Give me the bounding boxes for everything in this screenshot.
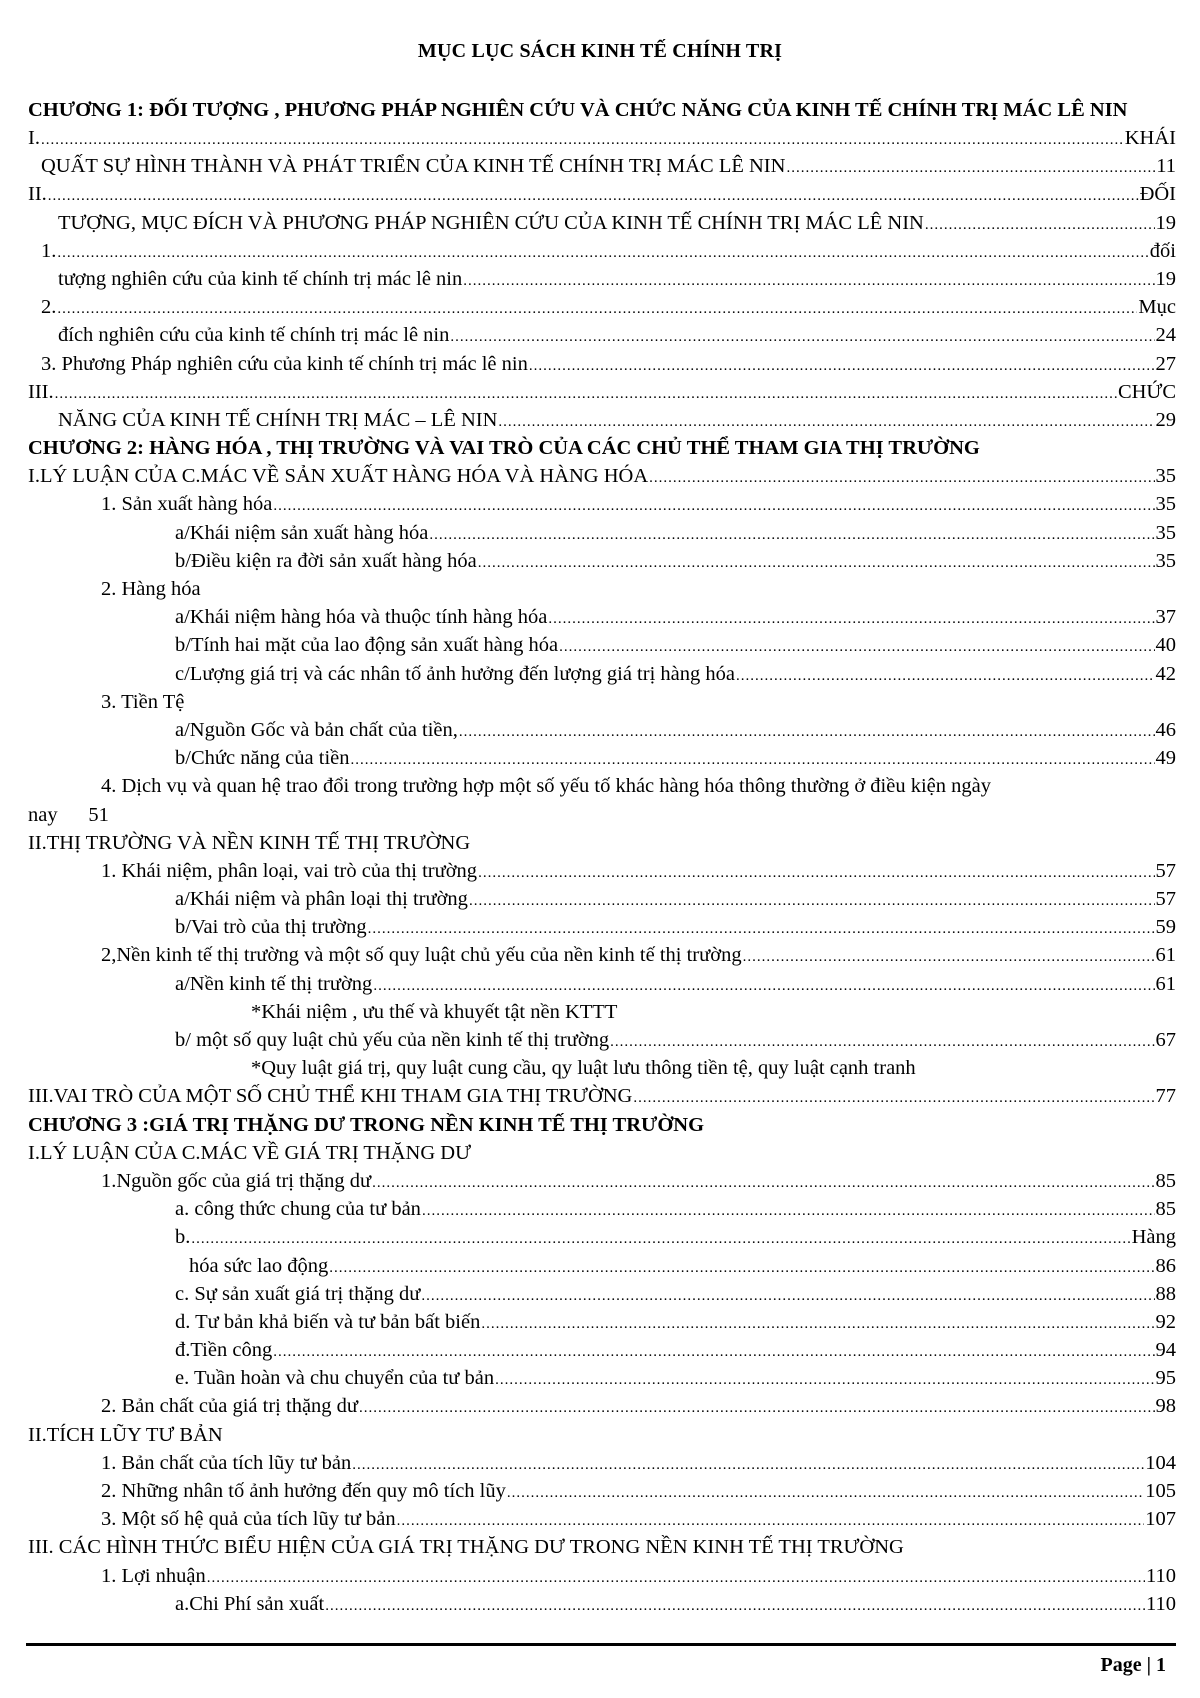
toc-entry-text: a.Chi Phí sản xuất: [175, 1592, 325, 1615]
toc-entry: [28, 519, 1176, 547]
dot-leader: [786, 152, 1155, 180]
toc-entry: [28, 941, 1176, 969]
toc-entry: [28, 490, 1176, 518]
toc-entry: [28, 1449, 1176, 1477]
toc-entry-text: b/Chức năng của tiền: [175, 747, 350, 770]
toc-page-number: 24: [1155, 324, 1176, 347]
toc-entry-text: TƯỢNG, MỤC ĐÍCH VÀ PHƯƠNG PHÁP NGHIÊN CỨU CỦA KINH TẾ CHÍNH TRỊ MÁC LÊ NIN: [58, 211, 924, 234]
toc-page-number: 19: [1155, 267, 1176, 290]
dot-leader: [352, 1449, 1144, 1477]
toc-line: [28, 829, 1176, 857]
toc-page-number: 57: [1155, 888, 1176, 911]
toc-page-number: 59: [1155, 916, 1176, 939]
toc-entry-text: e. Tuần hoàn và chu chuyển của tư bản: [175, 1367, 495, 1390]
dot-leader: [207, 1562, 1145, 1590]
toc-entry-text: đích nghiên cứu của kinh tế chính trị mác lê nin: [58, 324, 450, 347]
dot-leader: [495, 1364, 1154, 1392]
dot-leader: [469, 885, 1155, 913]
toc-line: [28, 688, 1176, 716]
toc-entry-text: III.VAI TRÒ CỦA MỘT SỐ CHỦ THỂ KHI THAM GIA THỊ TRƯỜNG: [28, 1085, 633, 1108]
toc-entry-text: 1. Sản xuất hàng hóa: [101, 493, 273, 516]
toc-entry-text: a/Khái niệm hàng hóa và thuộc tính hàng hóa: [175, 606, 548, 629]
dot-leader: [478, 547, 1155, 575]
toc-page-number: ĐỐI: [1139, 183, 1176, 206]
toc-entry-text: d. Tư bản khả biến và tư bản bất biến: [175, 1310, 481, 1333]
toc-entry: [28, 1082, 1176, 1110]
toc-page-number: 98: [1155, 1395, 1176, 1418]
dot-leader: [48, 180, 1139, 208]
dot-leader: [481, 1308, 1154, 1336]
toc-entry-text: 1. Bản chất của tích lũy tư bản: [101, 1451, 352, 1474]
dot-leader: [743, 941, 1155, 969]
toc-page-number: 110: [1146, 1564, 1176, 1587]
toc-entry: [28, 547, 1176, 575]
toc-entry-text: a/Khái niệm sản xuất hàng hóa: [175, 521, 429, 544]
dot-leader: [325, 1590, 1145, 1618]
toc-entry-text: nay 51: [28, 803, 109, 826]
toc-entry: [28, 1590, 1176, 1618]
toc-entry-text: 3. Một số hệ quả của tích lũy tư bản: [101, 1508, 396, 1531]
dot-leader: [548, 603, 1154, 631]
toc-page-number: 105: [1145, 1480, 1176, 1502]
toc-line: [28, 575, 1176, 603]
dot-leader: [507, 1477, 1144, 1505]
toc-entry-text: b.: [175, 1226, 191, 1249]
toc-entry-text: 2. Những nhân tố ảnh hưởng đến quy mô tích lũy: [101, 1480, 506, 1502]
dot-leader: [421, 1280, 1154, 1308]
dot-leader: [351, 744, 1155, 772]
toc-page-number: Mục: [1138, 296, 1176, 319]
dot-leader: [649, 462, 1154, 490]
toc-entry-text: III. CÁC HÌNH THỨC BIỂU HIỆN CỦA GIÁ TRỊ THẶNG DƯ TRONG NỀN KINH TẾ THỊ TRƯỜNG: [28, 1536, 904, 1559]
dot-leader: [329, 1252, 1154, 1280]
toc-entry: [28, 1364, 1176, 1392]
toc-page-number: 11: [1156, 155, 1176, 178]
toc-entry: [28, 1505, 1176, 1533]
dot-leader: [422, 1195, 1155, 1223]
toc-page-number: Hàng: [1131, 1226, 1176, 1249]
dot-leader: [498, 406, 1154, 434]
toc-entry: [28, 152, 1176, 180]
dot-leader: [459, 716, 1155, 744]
toc-entry-text: CHƯƠNG 3 :GIÁ TRỊ THẶNG DƯ TRONG NỀN KINH TẾ THỊ TRƯỜNG: [28, 1113, 705, 1136]
toc-entry-text: a/Nguồn Gốc và bản chất của tiền,: [175, 718, 458, 741]
toc-entry-text: QUẤT SỰ HÌNH THÀNH VÀ PHÁT TRIỂN CỦA KINH TẾ CHÍNH TRỊ MÁC LÊ NIN: [41, 155, 786, 178]
dot-leader: [273, 490, 1154, 518]
dot-leader: [633, 1082, 1154, 1110]
toc-page-number: 35: [1155, 465, 1176, 488]
toc-page-number: 35: [1155, 493, 1176, 516]
toc-page-number: 61: [1155, 944, 1176, 967]
toc-entry: [28, 913, 1176, 941]
toc-entry-text: *Quy luật giá trị, quy luật cung cầu, qy luật lưu thông tiền tệ, quy luật cạnh tranh: [251, 1057, 916, 1080]
toc-entry-text: tượng nghiên cứu của kinh tế chính trị mác lê nin: [58, 267, 463, 290]
toc-entry-text: a/Nền kinh tế thị trường: [175, 972, 373, 995]
toc-entry-text: 1.: [41, 239, 57, 262]
toc-entry-text: b/ một số quy luật chủ yếu của nền kinh tế thị trường: [175, 1029, 610, 1051]
toc-entry: [28, 378, 1176, 406]
toc-entry-text: đ.Tiền công: [175, 1339, 273, 1362]
toc-entry-text: III.: [28, 380, 54, 403]
toc-entry-text: I.LÝ LUẬN CỦA C.MÁC VỀ GIÁ TRỊ THẶNG DƯ: [28, 1141, 471, 1164]
toc-entry: [28, 1252, 1176, 1280]
toc-entry-text: II.THỊ TRƯỜNG VÀ NỀN KINH TẾ THỊ TRƯỜNG: [28, 831, 471, 854]
toc-entry: [28, 1195, 1176, 1223]
toc-entry-text: 2.: [41, 296, 57, 319]
toc-entry-text: c/Lượng giá trị và các nhân tố ảnh hưởng đến lượng giá trị hàng hóa: [175, 662, 735, 685]
toc-page-number: 57: [1155, 859, 1176, 882]
toc-entry-text: II.: [28, 183, 47, 206]
toc-page-number: 85: [1155, 1198, 1176, 1221]
toc-entry: [28, 265, 1176, 293]
toc-page-number: 49: [1155, 747, 1176, 770]
chapter-heading: [28, 96, 1176, 124]
toc-entry: [28, 1308, 1176, 1336]
toc-entry-text: 3. Phương Pháp nghiên cứu của kinh tế chính trị mác lê nin: [41, 352, 528, 375]
toc-entry: [28, 1477, 1176, 1505]
dot-leader: [463, 265, 1154, 293]
dot-leader: [736, 660, 1155, 688]
toc-entry: [28, 603, 1176, 631]
toc-page-number: 94: [1155, 1339, 1176, 1362]
dot-leader: [529, 350, 1155, 378]
toc-entry-text: 4. Dịch vụ và quan hệ trao đổi trong trường hợp một số yếu tố khác hàng hóa thông thường ở điều kiện ngày: [101, 775, 991, 798]
dot-leader: [397, 1505, 1145, 1533]
toc-page-number: 67: [1155, 1029, 1176, 1051]
toc-entry: [28, 1223, 1176, 1251]
toc-page-number: 19: [1155, 211, 1176, 234]
dot-leader: [429, 519, 1154, 547]
toc-entry-text: c. Sự sản xuất giá trị thặng dư: [175, 1282, 421, 1305]
toc-entry: [28, 180, 1176, 208]
toc-page-number: 77: [1155, 1085, 1176, 1108]
dot-leader: [368, 913, 1155, 941]
toc-entry-text: hóa sức lao động: [189, 1254, 329, 1277]
toc-page-number: CHỨC: [1117, 380, 1176, 403]
toc-entry: [28, 885, 1176, 913]
toc-entry-text: b/Điều kiện ra đời sản xuất hàng hóa: [175, 549, 477, 572]
toc-entry-text: 3. Tiền Tệ: [101, 690, 185, 713]
footer-divider: [26, 1643, 1176, 1646]
toc-entry-text: b/Vai trò của thị trường: [175, 916, 367, 939]
toc-entry: [28, 1026, 1176, 1054]
toc-line: [28, 1054, 1176, 1082]
dot-leader: [373, 970, 1154, 998]
toc-page-number: 29: [1155, 408, 1176, 431]
dot-leader: [55, 378, 1117, 406]
toc-entry-text: 2. Hàng hóa: [101, 578, 201, 600]
dot-leader: [925, 209, 1155, 237]
toc-entry-text: b/Tính hai mặt của lao động sản xuất hàng hóa: [175, 634, 559, 657]
page-number: Page | 1: [1100, 1654, 1166, 1676]
toc-line: [28, 1139, 1176, 1167]
toc-entry-text: 2,Nền kinh tế thị trường và một số quy luật chủ yếu của nền kinh tế thị trường: [101, 944, 742, 967]
toc-entry: [28, 660, 1176, 688]
toc-entry-text: 1. Khái niệm, phân loại, vai trò của thị trường: [101, 859, 478, 882]
toc-page-number: 88: [1155, 1282, 1176, 1305]
toc-entry-text: CHƯƠNG 2: HÀNG HÓA , THỊ TRƯỜNG VÀ VAI TRÒ CỦA CÁC CHỦ THỂ THAM GIA THỊ TRƯỜNG: [28, 437, 980, 460]
chapter-heading: [28, 1111, 1176, 1139]
toc-page-number: 37: [1155, 606, 1176, 629]
toc-entry-text: 1. Lợi nhuận: [101, 1564, 206, 1587]
toc-line: [28, 1421, 1176, 1449]
toc-entry-text: I.LÝ LUẬN CỦA C.MÁC VỀ SẢN XUẤT HÀNG HÓA VÀ HÀNG HÓA: [28, 465, 649, 488]
toc-entry-text: 2. Bản chất của giá trị thặng dư: [101, 1395, 359, 1418]
dot-leader: [359, 1392, 1154, 1420]
toc-entry: [28, 406, 1176, 434]
toc-page-number: 35: [1155, 549, 1176, 572]
toc-page-number: 107: [1145, 1508, 1176, 1531]
table-of-contents: [28, 96, 1176, 1618]
dot-leader: [57, 293, 1137, 321]
toc-page-number: 86: [1155, 1254, 1176, 1277]
toc-entry: [28, 293, 1176, 321]
toc-page-number: 61: [1155, 972, 1176, 995]
dot-leader: [372, 1167, 1154, 1195]
toc-page-number: 104: [1145, 1451, 1176, 1474]
toc-entry: [28, 350, 1176, 378]
toc-entry: [28, 857, 1176, 885]
toc-entry: [28, 209, 1176, 237]
toc-page-number: đối: [1149, 239, 1176, 262]
toc-entry-text: II.TÍCH LŨY TƯ BẢN: [28, 1423, 223, 1446]
toc-entry: [28, 1280, 1176, 1308]
dot-leader: [273, 1336, 1154, 1364]
toc-entry: [28, 744, 1176, 772]
dot-leader: [41, 124, 1124, 152]
toc-line: [28, 801, 1176, 829]
dot-leader: [478, 857, 1154, 885]
chapter-heading: [28, 434, 1176, 462]
toc-entry: [28, 1562, 1176, 1590]
toc-line: [28, 772, 1176, 800]
dot-leader: [57, 237, 1148, 265]
dot-leader: [191, 1223, 1130, 1251]
toc-page-number: KHÁI: [1124, 127, 1176, 149]
toc-entry-text: I.: [28, 127, 40, 149]
toc-line: [28, 1533, 1176, 1561]
toc-entry-text: a/Khái niệm và phân loại thị trường: [175, 888, 468, 911]
toc-entry-text: 1.Nguồn gốc của giá trị thặng dư: [101, 1169, 372, 1192]
dot-leader: [559, 631, 1154, 659]
toc-entry: [28, 237, 1176, 265]
toc-entry: [28, 1392, 1176, 1420]
toc-page-number: 46: [1155, 718, 1176, 741]
toc-entry-text: CHƯƠNG 1: ĐỐI TƯỢNG , PHƯƠNG PHÁP NGHIÊN CỨU VÀ CHỨC NĂNG CỦA KINH TẾ CHÍNH TRỊ MÁC LÊ NIN: [28, 99, 1128, 121]
toc-entry: [28, 124, 1176, 152]
dot-leader: [450, 321, 1154, 349]
toc-entry: [28, 716, 1176, 744]
toc-page-number: 42: [1155, 662, 1176, 685]
toc-page-number: 95: [1155, 1367, 1176, 1390]
toc-line: [28, 998, 1176, 1026]
toc-page-number: 110: [1146, 1592, 1176, 1615]
page-title: MỤC LỤC SÁCH KINH TẾ CHÍNH TRỊ: [417, 40, 783, 62]
toc-page-number: 27: [1155, 352, 1176, 375]
toc-entry: [28, 1336, 1176, 1364]
toc-entry-text: *Khái niệm , ưu thế và khuyết tật nền KTTT: [251, 1000, 618, 1023]
toc-page-number: 92: [1155, 1310, 1176, 1333]
toc-page-number: 35: [1155, 521, 1176, 544]
toc-page-number: 40: [1155, 634, 1176, 657]
toc-page-number: 85: [1155, 1169, 1176, 1192]
toc-entry: [28, 1167, 1176, 1195]
toc-entry: [28, 631, 1176, 659]
toc-entry: [28, 321, 1176, 349]
dot-leader: [610, 1026, 1154, 1054]
toc-entry-text: a. công thức chung của tư bản: [175, 1198, 421, 1221]
toc-entry: [28, 462, 1176, 490]
toc-entry-text: NĂNG CỦA KINH TẾ CHÍNH TRỊ MÁC – LÊ NIN: [58, 408, 498, 431]
toc-entry: [28, 970, 1176, 998]
